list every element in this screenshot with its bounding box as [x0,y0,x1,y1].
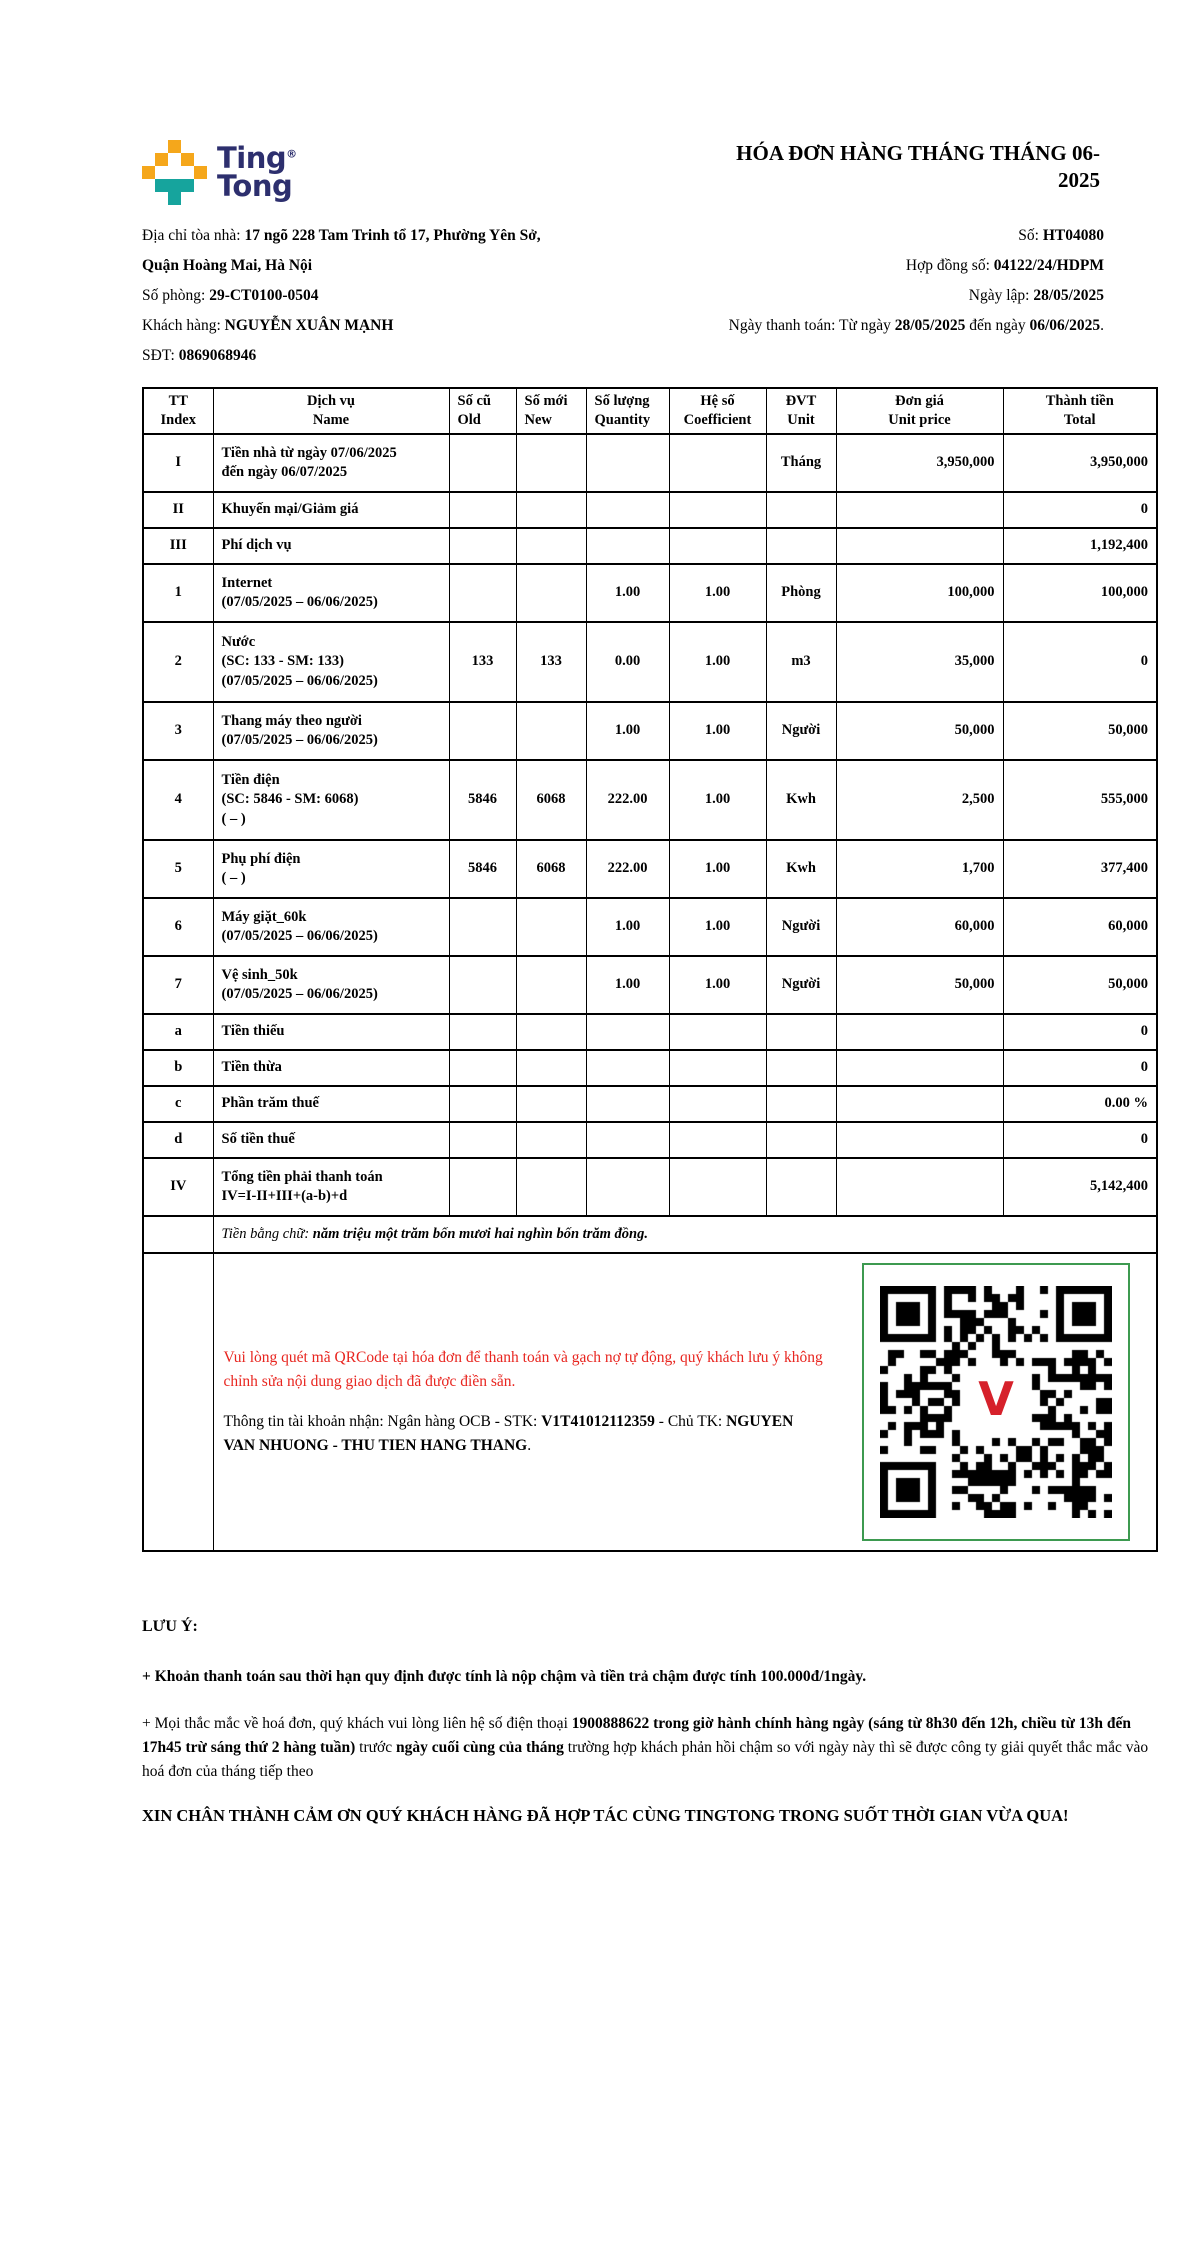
cell-index: 2 [143,622,213,702]
table-row [143,898,1157,956]
cell-index: 1 [143,564,213,622]
cell-total: 377,400 [1003,840,1157,898]
cell-total: 5,142,400 [1003,1158,1157,1216]
cell-quantity: 0.00 [586,622,669,702]
cell-index: d [143,1122,213,1158]
cell-unit-price: 50,000 [836,956,1003,1014]
cell-old [449,564,516,622]
cell-name: Khuyến mại/Giảm giá [213,492,449,528]
cell-total: 1,192,400 [1003,528,1157,564]
bank-account-info: Thông tin tài khoản nhận: Ngân hàng OCB - STK: V1T41012112359 - Chủ TK: NGUYEN VAN NHUONG - THU TIEN HANG THANG. [223,1413,794,1455]
invoice-table-body [143,434,1157,1216]
cell-unit-price: 35,000 [836,622,1003,702]
cell-total: 50,000 [1003,702,1157,760]
cell-name: Internet (07/05/2025 – 06/06/2025) [213,564,449,622]
tingtong-logo-icon [142,140,207,205]
invoice-number: Số: HT04080 [1018,227,1104,244]
cell-index: 4 [143,760,213,840]
cell-coefficient: 1.00 [669,622,766,702]
cell-coefficient [669,1050,766,1086]
cell-new: 6068 [516,760,586,840]
qr-payment-notice: Vui lòng quét mã QRCode tại hóa đơn để thanh toán và gạch nợ tự động, quý khách lưu ý không chỉnh sửa nội dung giao dịch đã được điền sẵn. [223,1349,823,1391]
cell-quantity [586,1122,669,1158]
cell-quantity: 1.00 [586,956,669,1014]
cell-total: 0 [1003,1014,1157,1050]
invoice-table [142,387,1158,1552]
tingtong-logo-text [217,140,297,203]
hotline-note: + Mọi thắc mắc về hoá đơn, quý khách vui lòng liên hệ số điện thoại 1900888622 trong giờ hành chính hàng ngày (sáng từ 8h30 đến 12h, chiều từ 13h đến 17h45 trừ sáng thứ 2 hàng tuần) trước ngày cuối cùng của tháng trường hợp khách phản hồi chậm so với ngày này thì sẽ được công ty giải quyết thắc mắc vào hoá đơn của tháng tiếp theo [142,1714,1149,1780]
cell-coefficient: 1.00 [669,702,766,760]
cell-name: Phần trăm thuế [213,1086,449,1122]
cell-quantity [586,1050,669,1086]
cell-unit [766,1122,836,1158]
cell-new [516,898,586,956]
cell-unit [766,1014,836,1050]
cell-unit [766,1050,836,1086]
cell-total: 0 [1003,1050,1157,1086]
invoice-table-footer [143,1216,1157,1551]
cell-coefficient: 1.00 [669,898,766,956]
table-row [143,1014,1157,1050]
cell-name: Tiền thiếu [213,1014,449,1050]
cell-old: 5846 [449,840,516,898]
cell-unit-price: 50,000 [836,702,1003,760]
cell-unit: Phòng [766,564,836,622]
cell-old [449,434,516,492]
cell-coefficient: 1.00 [669,760,766,840]
cell-unit-price [836,1122,1003,1158]
cell-index: 3 [143,702,213,760]
table-row [143,840,1157,898]
cell-coefficient [669,528,766,564]
cell-index: b [143,1050,213,1086]
invoice-title [686,140,1156,195]
cell-new [516,434,586,492]
payment-period: Ngày thanh toán: Từ ngày 28/05/2025 đến ngày 06/06/2025. [728,317,1104,334]
cell-quantity [586,1086,669,1122]
cell-old [449,1158,516,1216]
cell-unit-price [836,492,1003,528]
table-row [143,760,1157,840]
cell-index: c [143,1086,213,1122]
building-address-2: Quận Hoàng Mai, Hà Nội [142,257,313,274]
invoice-info [142,221,1156,371]
cell-unit-price: 60,000 [836,898,1003,956]
cell-index: I [143,434,213,492]
cell-quantity: 222.00 [586,840,669,898]
cell-total: 100,000 [1003,564,1157,622]
cell-unit [766,492,836,528]
cell-index: a [143,1014,213,1050]
logo-word-top: Ting [217,140,287,175]
amount-in-words-row [143,1216,1157,1253]
table-row [143,1050,1157,1086]
cell-quantity: 1.00 [586,564,669,622]
cell-name: Thang máy theo người (07/05/2025 – 06/06/2025) [213,702,449,760]
cell-name: Số tiền thuế [213,1122,449,1158]
registered-mark: ® [286,147,297,161]
cell-unit [766,1158,836,1216]
cell-index: 6 [143,898,213,956]
cell-quantity [586,492,669,528]
column-header: Thành tiền Total [1003,388,1157,434]
cell-old [449,1086,516,1122]
customer-info [142,221,702,371]
cell-total: 0 [1003,622,1157,702]
cell-unit: Người [766,956,836,1014]
cell-new [516,564,586,622]
customer-name: Khách hàng: NGUYỄN XUÂN MẠNH [142,317,394,334]
cell-new [516,528,586,564]
cell-total: 0 [1003,492,1157,528]
cell-coefficient: 1.00 [669,840,766,898]
cell-name: Vệ sinh_50k (07/05/2025 – 06/06/2025) [213,956,449,1014]
footer-notes [142,1616,1156,1828]
cell-quantity [586,1014,669,1050]
cell-index: IV [143,1158,213,1216]
cell-quantity: 222.00 [586,760,669,840]
cell-index: II [143,492,213,528]
cell-index: 7 [143,956,213,1014]
cell-unit-price: 1,700 [836,840,1003,898]
cell-old [449,1014,516,1050]
cell-name: Phí dịch vụ [213,528,449,564]
notes-heading: LƯU Ý: [142,1618,198,1636]
cell-old [449,492,516,528]
cell-total: 60,000 [1003,898,1157,956]
cell-old: 5846 [449,760,516,840]
table-row [143,702,1157,760]
cell-total: 0.00 % [1003,1086,1157,1122]
vietqr-v-icon: V [978,1372,1014,1427]
column-header: Số cũ Old [449,388,516,434]
cell-new: 6068 [516,840,586,898]
header-row [143,388,1157,434]
table-row [143,622,1157,702]
table-row [143,1086,1157,1122]
cell-name: Tiền điện (SC: 5846 - SM: 6068) ( – ) [213,760,449,840]
cell-new [516,1158,586,1216]
column-header: Số mới New [516,388,586,434]
qr-instructions [224,1346,824,1458]
cell-total: 555,000 [1003,760,1157,840]
late-payment-note: + Khoản thanh toán sau thời hạn quy định được tính là nộp chậm và tiền trả chậm được tính 100.000đ/1ngày. [142,1667,867,1685]
cell-old [449,956,516,1014]
cell-coefficient [669,1014,766,1050]
cell-unit: Kwh [766,840,836,898]
cell-unit-price [836,1050,1003,1086]
cell-empty [143,1253,213,1551]
room-number: Số phòng: 29-CT0100-0504 [142,287,319,304]
cell-name: Tiền thừa [213,1050,449,1086]
cell-coefficient [669,492,766,528]
cell-quantity [586,434,669,492]
cell-old [449,1122,516,1158]
cell-new [516,1050,586,1086]
column-header: TT Index [143,388,213,434]
cell-unit-price: 2,500 [836,760,1003,840]
cell-coefficient: 1.00 [669,564,766,622]
building-address: Địa chỉ tòa nhà: 17 ngõ 228 Tam Trinh tổ 17, Phường Yên Sở, [142,227,541,244]
cell-new [516,1086,586,1122]
cell-quantity: 1.00 [586,898,669,956]
cell-name: Tiền nhà từ ngày 07/06/2025 đến ngày 06/07/2025 [213,434,449,492]
cell-total: 50,000 [1003,956,1157,1014]
cell-new [516,492,586,528]
cell-unit [766,528,836,564]
cell-index: III [143,528,213,564]
cell-unit-price [836,1086,1003,1122]
cell-empty [143,1216,213,1253]
table-row [143,956,1157,1014]
column-header: Dịch vụ Name [213,388,449,434]
cell-new [516,702,586,760]
issue-date: Ngày lập: 28/05/2025 [968,287,1104,304]
cell-unit [766,1086,836,1122]
table-row [143,492,1157,528]
column-header: Số lượng Quantity [586,388,669,434]
cell-new [516,1014,586,1050]
cell-coefficient [669,434,766,492]
qr-section [213,1253,1157,1551]
cell-old [449,702,516,760]
cell-unit-price: 3,950,000 [836,434,1003,492]
cell-unit: Tháng [766,434,836,492]
cell-name: Nước (SC: 133 - SM: 133) (07/05/2025 – 06/06/2025) [213,622,449,702]
cell-total: 3,950,000 [1003,434,1157,492]
cell-coefficient [669,1158,766,1216]
cell-coefficient [669,1122,766,1158]
table-row [143,564,1157,622]
invoice-table-header [143,388,1157,434]
table-row [143,528,1157,564]
cell-index: 5 [143,840,213,898]
column-header: Hệ số Coefficient [669,388,766,434]
table-row [143,1122,1157,1158]
column-header: Đơn giá Unit price [836,388,1003,434]
cell-name: Máy giặt_60k (07/05/2025 – 06/06/2025) [213,898,449,956]
cell-old [449,898,516,956]
cell-old [449,528,516,564]
cell-new [516,1122,586,1158]
cell-new [516,956,586,1014]
cell-unit-price: 100,000 [836,564,1003,622]
cell-total: 0 [1003,1122,1157,1158]
cell-old: 133 [449,622,516,702]
cell-name: Tổng tiền phải thanh toán IV=I-II+III+(a-b)+d [213,1158,449,1216]
invoice-title-line1: HÓA ĐƠN HÀNG THÁNG THÁNG 06- [736,141,1100,165]
cell-quantity: 1.00 [586,702,669,760]
qr-row [143,1253,1157,1551]
amount-in-words: Tiền bằng chữ: năm triệu một trăm bốn mươi hai nghìn bốn trăm đồng. [213,1216,1157,1253]
thank-you-note: XIN CHÂN THÀNH CẢM ƠN QUÝ KHÁCH HÀNG ĐÃ HỢP TÁC CÙNG TINGTONG TRONG SUỐT THỜI GIAN VỪA QUA! [142,1805,1069,1825]
customer-phone: SĐT: 0869068946 [142,347,257,364]
cell-unit-price [836,1158,1003,1216]
invoice-meta [702,221,1156,371]
cell-coefficient: 1.00 [669,956,766,1014]
invoice-title-line2: 2025 [1058,168,1100,193]
cell-unit-price [836,1014,1003,1050]
table-row [143,1158,1157,1216]
cell-name: Phụ phí điện ( – ) [213,840,449,898]
cell-old [449,1050,516,1086]
cell-unit: m3 [766,622,836,702]
cell-unit: Kwh [766,760,836,840]
cell-coefficient [669,1086,766,1122]
cell-quantity [586,528,669,564]
cell-new: 133 [516,622,586,702]
table-row [143,434,1157,492]
cell-unit-price [836,528,1003,564]
cell-unit: Người [766,898,836,956]
header [142,140,1156,205]
tingtong-logo [142,140,297,205]
contract-number: Hợp đồng số: 04122/24/HDPM [905,257,1104,274]
cell-unit: Người [766,702,836,760]
qr-frame [862,1263,1130,1541]
column-header: ĐVT Unit [766,388,836,434]
cell-quantity [586,1158,669,1216]
logo-word-bottom: Tong [217,168,293,203]
